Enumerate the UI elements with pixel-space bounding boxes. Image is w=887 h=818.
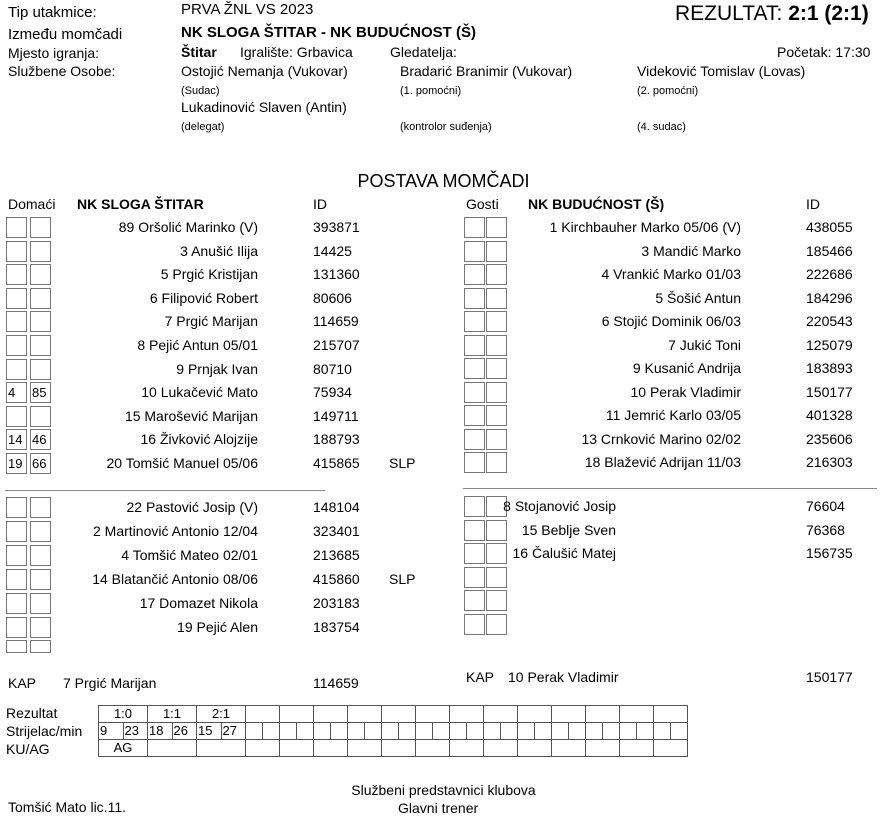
away-sub-id: 76604	[806, 498, 845, 514]
result-label: REZULTAT:	[675, 2, 783, 25]
home-captain-player: 7 Prgić Marijan	[63, 675, 157, 691]
home-sub-id: 415860	[313, 570, 360, 587]
home-starter-player: 5 Prgić Kristijan	[160, 266, 258, 283]
away-sub-player: 8 Stojanović Josip	[503, 498, 616, 514]
home-sub-player: 19 Pejić Alen	[177, 618, 258, 635]
result-value: 2:1 (2:1)	[788, 2, 869, 25]
match-type-value: PRVA ŽNL VS 2023	[181, 1, 314, 18]
score-empty-cell	[586, 740, 620, 757]
score-empty-cell	[484, 706, 518, 723]
score-empty-cell	[586, 706, 620, 723]
home-sub-player: 2 Martinović Antonio 12/04	[93, 522, 258, 539]
official-delegate-role: (delegat)	[181, 121, 225, 133]
score-empty-cell	[552, 740, 586, 757]
official-referee-role: (Sudac)	[181, 85, 220, 97]
score-empty-cell	[467, 723, 484, 740]
away-id-header: ID	[806, 196, 820, 212]
away-sub-id: 76368	[806, 521, 845, 538]
home-sub-id: 213685	[313, 546, 360, 563]
score-scorer-minute: 23	[123, 723, 148, 740]
away-sub-player: 15 Beblje Sven	[521, 521, 616, 538]
score-empty-cell	[416, 706, 450, 723]
score-empty-cell	[348, 740, 382, 757]
home-event-box: 14	[6, 429, 27, 450]
score-empty-cell	[620, 706, 654, 723]
home-sub-id: 203183	[313, 594, 360, 611]
score-empty-cell	[654, 740, 688, 757]
score-empty-cell	[654, 723, 671, 740]
official-assistant2-name: Videković Tomislav (Lovas)	[637, 63, 806, 79]
away-captain-player: 10 Perak Vladimir	[508, 669, 619, 685]
away-sub-minute-box	[486, 567, 507, 588]
home-starter-id: 149711	[313, 407, 359, 424]
home-sub-player: 22 Pastović Josip (V)	[126, 499, 258, 515]
score-empty-cell	[569, 723, 586, 740]
home-sub-minute-box	[30, 640, 51, 653]
score-scorer-label: Strijelac/min	[6, 723, 83, 739]
club-officials-title: Službeni predstavnici klubova	[351, 782, 536, 798]
away-starter-player: 3 Mandić Marko	[641, 242, 741, 259]
score-empty-cell	[603, 723, 620, 740]
home-sub-player: 17 Domazet Nikola	[139, 594, 258, 611]
home-starter-id: 188793	[313, 431, 360, 448]
home-sub-player: 4 Tomšić Mateo 02/01	[121, 546, 258, 563]
official-assistant1-name: Bradarić Branimir (Vukovar)	[400, 63, 573, 79]
home-starter-player: 20 Tomšić Manuel 05/06	[106, 455, 258, 471]
score-empty-cell	[280, 740, 314, 757]
score-empty-cell	[552, 706, 586, 723]
home-team-name: NK SLOGA ŠTITAR	[77, 196, 204, 212]
score-empty-cell	[246, 723, 263, 740]
home-subs-divider	[5, 490, 325, 491]
home-starter-player: 8 Pejić Antun 05/01	[137, 337, 258, 353]
away-sub-minute-box	[486, 590, 507, 611]
away-sub-player: 16 Čalušić Matej	[512, 545, 616, 562]
score-empty-cell	[518, 740, 552, 757]
away-starter-id: 216303	[806, 454, 853, 470]
official-assistant1-role: (1. pomoćni)	[400, 85, 462, 97]
score-empty-cell	[263, 723, 280, 740]
away-starter-id: 222686	[806, 266, 853, 282]
score-empty-cell	[382, 723, 399, 740]
score-empty-cell	[433, 723, 450, 740]
score-results-row	[99, 706, 688, 723]
score-empty-cell	[246, 740, 280, 757]
home-minute-box: 46	[30, 429, 51, 450]
score-kuag-label: KU/AG	[6, 741, 50, 757]
between-teams-label: Između momčadi	[8, 26, 123, 43]
pitch-value: Igralište: Grbavica	[240, 44, 353, 60]
home-starter-note: SLP	[389, 455, 416, 471]
spectators-label: Gledatelja:	[390, 44, 457, 60]
away-starter-id: 184296	[806, 289, 853, 306]
home-starter-id: 131360	[313, 266, 360, 283]
away-captain-id: 150177	[806, 669, 853, 685]
home-sub-id: 183754	[313, 618, 360, 635]
kickoff-time: Početak: 17:30	[777, 44, 871, 60]
away-starter-player: 10 Perak Vladimir	[630, 383, 741, 400]
away-side-label: Gosti	[466, 196, 499, 212]
score-empty-cell	[416, 740, 450, 757]
lineup-title: POSTAVA MOMČADI	[357, 171, 530, 191]
score-empty-cell	[365, 723, 382, 740]
score-empty-cell	[450, 723, 467, 740]
official-referee-name: Ostojić Nemanja (Vukovar)	[181, 63, 348, 79]
home-starter-id: 393871	[313, 219, 360, 235]
home-starter-id: 14425	[313, 242, 352, 259]
away-starter-player: 9 Kusanić Andrija	[632, 360, 741, 376]
score-empty-cell	[314, 723, 331, 740]
away-sub-event-box	[464, 590, 485, 611]
score-empty-cell	[450, 740, 484, 757]
officials-label: Službene Osobe:	[8, 63, 116, 79]
score-empty-cell	[382, 706, 416, 723]
away-sub-id: 156735	[806, 545, 853, 562]
score-empty-cell	[246, 706, 280, 723]
official-fourth-role: (4. sudac)	[637, 121, 686, 133]
score-result-cell: 1:0	[99, 706, 148, 723]
home-starter-player: 9 Prnjak Ivan	[176, 360, 258, 377]
home-captain-label: KAP	[8, 675, 37, 691]
away-starter-id: 183893	[806, 360, 853, 376]
head-coach-name: Tomšić Mato lic.11.	[8, 799, 126, 815]
away-subs-divider	[463, 488, 877, 489]
score-table	[98, 705, 688, 757]
score-empty-cell	[331, 723, 348, 740]
score-empty-cell	[484, 740, 518, 757]
away-starter-player: 13 Crnković Marino 02/02	[581, 430, 741, 447]
score-scorer-minute: 27	[221, 723, 246, 740]
score-empty-cell	[586, 723, 603, 740]
home-starter-id: 80606	[313, 289, 352, 306]
score-empty-cell	[399, 723, 416, 740]
score-empty-cell	[148, 740, 197, 757]
away-starter-player: 7 Jukić Toni	[668, 336, 741, 353]
score-empty-cell	[280, 706, 314, 723]
score-empty-cell	[535, 723, 552, 740]
score-scorer-number: 15	[197, 723, 222, 740]
score-empty-cell	[314, 740, 348, 757]
home-starter-player: 10 Lukačević Mato	[141, 384, 258, 401]
home-starter-player: 89 Oršolić Marinko (V)	[118, 219, 258, 235]
result-heading	[675, 2, 869, 26]
away-starter-player: 5 Šošić Antun	[655, 289, 741, 306]
away-starter-player: 6 Stojić Dominik 06/03	[601, 313, 741, 329]
score-empty-cell	[450, 706, 484, 723]
score-empty-cell	[518, 723, 535, 740]
away-sub-minute-box	[486, 614, 507, 635]
score-empty-cell	[314, 706, 348, 723]
official-assistant2-role: (2. pomoćni)	[637, 85, 699, 97]
away-starter-player: 18 Blažević Adrijan 11/03	[584, 454, 741, 470]
score-kuag-cell: AG	[99, 740, 148, 757]
away-starter-player: 1 Kirchbauher Marko 05/06 (V)	[549, 219, 741, 235]
score-empty-cell	[484, 723, 501, 740]
home-starter-player: 16 Živković Alojzije	[140, 431, 258, 448]
match-type-label: Tip utakmice:	[8, 4, 97, 21]
home-event-box: 19	[6, 453, 27, 474]
home-minute-box: 85	[30, 382, 51, 403]
score-scorer-number: 9	[99, 723, 124, 740]
home-sub-event-box	[6, 640, 27, 653]
score-empty-cell	[280, 723, 297, 740]
venue-label: Mjesto igranja:	[8, 45, 100, 61]
score-result-label: Rezultat	[6, 705, 58, 721]
home-minute-box: 66	[30, 453, 51, 474]
away-starter-id: 185466	[806, 242, 853, 259]
score-empty-cell	[620, 740, 654, 757]
away-starter-id: 438055	[806, 219, 853, 235]
score-result-cell: 1:1	[148, 706, 197, 723]
home-starter-id: 415865	[313, 455, 360, 471]
score-empty-cell	[637, 723, 654, 740]
away-starter-id: 125079	[806, 336, 853, 353]
head-coach-label: Glavni trener	[398, 800, 479, 816]
score-empty-cell	[518, 706, 552, 723]
score-empty-cell	[501, 723, 518, 740]
away-starter-id: 220543	[806, 313, 853, 329]
home-starter-player: 15 Marošević Marijan	[124, 407, 258, 424]
home-sub-id: 148104	[313, 499, 360, 515]
away-starter-player: 11 Jemrić Karlo 03/05	[605, 407, 741, 423]
home-captain-id: 114659	[313, 675, 359, 691]
away-team-name: NK BUDUĆNOST (Š)	[528, 196, 665, 212]
home-starter-player: 6 Filipović Robert	[149, 289, 258, 306]
home-sub-id: 323401	[313, 522, 360, 539]
score-result-cell: 2:1	[197, 706, 246, 723]
score-empty-cell	[297, 723, 314, 740]
score-kuag-row	[99, 740, 688, 757]
score-empty-cell	[620, 723, 637, 740]
score-empty-cell	[654, 706, 688, 723]
home-sub-note: SLP	[389, 570, 416, 587]
away-starter-player: 4 Vrankić Marko 01/03	[601, 266, 741, 282]
home-id-header: ID	[313, 196, 327, 212]
home-starter-id: 215707	[313, 337, 360, 353]
home-starter-id: 75934	[313, 384, 352, 401]
official-controller-role: (kontrolor suđenja)	[400, 121, 492, 133]
score-empty-cell	[552, 723, 569, 740]
away-starter-id: 235606	[806, 430, 853, 447]
score-empty-cell	[416, 723, 433, 740]
score-empty-cell	[197, 740, 246, 757]
score-scorer-number: 18	[148, 723, 173, 740]
home-event-box: 4	[6, 382, 27, 403]
official-delegate-name: Lukadinović Slaven (Antin)	[181, 99, 347, 115]
away-sub-event-box	[464, 567, 485, 588]
match-teams: NK SLOGA ŠTITAR - NK BUDUĆNOST (Š)	[181, 24, 476, 41]
away-starter-id: 401328	[806, 407, 853, 423]
score-empty-cell	[382, 740, 416, 757]
home-starter-id: 114659	[313, 313, 359, 330]
home-starter-id: 80710	[313, 360, 352, 377]
away-starter-id: 150177	[806, 383, 853, 400]
score-scorers-row	[99, 723, 688, 740]
home-starter-player: 7 Prgić Marijan	[164, 313, 258, 330]
score-empty-cell	[348, 723, 365, 740]
score-empty-cell	[348, 706, 382, 723]
venue-value: Štitar	[181, 44, 217, 60]
away-captain-label: KAP	[466, 669, 495, 685]
home-starter-player: 3 Anušić Ilija	[180, 242, 258, 259]
away-sub-event-box	[464, 614, 485, 635]
score-empty-cell	[671, 723, 688, 740]
home-side-label: Domaći	[8, 196, 56, 212]
home-sub-player: 14 Blatančić Antonio 08/06	[92, 570, 258, 587]
score-scorer-minute: 26	[172, 723, 197, 740]
